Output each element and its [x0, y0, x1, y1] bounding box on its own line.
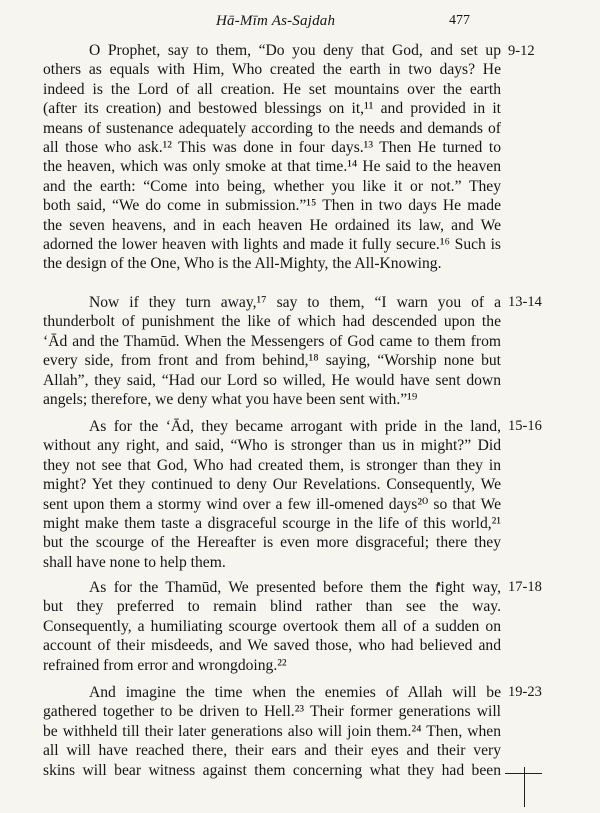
paragraph-verses-15-16 — [43, 417, 501, 572]
crop-mark-horizontal — [505, 773, 542, 774]
text-line: and the earth: “Come into being, whether you like it or not.” They — [43, 177, 501, 195]
verse-number: 9-12 — [508, 43, 535, 59]
text-line: without any right, and said, “Who is stronger than us in might?” Did — [43, 437, 501, 455]
text-line: Allah”, they said, “Had our Lord so willed, He would have sent down — [43, 371, 501, 389]
text-line: both said, “We do come in submission.”¹⁵ Then in two days He made — [43, 197, 501, 215]
paragraph-verses-9-12 — [43, 41, 501, 274]
verse-number: 13-14 — [508, 294, 542, 310]
text-line: gathered together to be driven to Hell.²³ Their former generations will — [43, 703, 501, 721]
text-line: but they preferred to remain blind rather than see the way. — [43, 598, 501, 616]
text-line: As for the ‘Ād, they became arrogant with pride in the land, — [89, 418, 501, 435]
verse-number: 19-23 — [508, 684, 542, 700]
text-line: Consequently, a humiliating scourge overtook them all of a sudden on — [43, 617, 501, 635]
text-line: Now if they turn away,¹⁷ say to them, “I warn you of a — [89, 294, 501, 311]
text-line: ‘Ād and the Thamūd. When the Messengers of God came to them from — [43, 332, 501, 350]
text-line: thunderbolt of punishment the like of which had descended upon the — [43, 313, 501, 331]
text-line: the heaven, which was only smoke at that time.¹⁴ He said to the heaven — [43, 158, 501, 176]
text-line: might make them taste a disgraceful scourge in the life of this world,²¹ — [43, 514, 501, 532]
text-line: adorned the lower heaven with lights and made it fully secure.¹⁶ Such is — [43, 235, 501, 253]
text-line: And imagine the time when the enemies of Allah will be — [89, 684, 501, 701]
text-line: sent upon them a stormy wind over a few ill-omened days²⁰ so that We — [43, 495, 501, 513]
text-line: means of sustenance adequately according to the needs and demands of — [43, 119, 501, 137]
text-line: As for the Thamūd, We presented before them the right way, — [89, 579, 501, 596]
text-line: be withheld till their later generations also will join them.²⁴ Then, when — [43, 722, 501, 740]
text-line: skins will bear witness against them concerning what they had been — [43, 761, 501, 779]
paragraph-verses-19-23 — [43, 683, 501, 780]
text-line: all will have reached there, their ears and their eyes and their very — [43, 742, 501, 760]
text-line: angels; therefore, we deny what you have been sent with.”¹⁹ — [43, 390, 418, 408]
paragraph-verses-17-18 — [43, 578, 501, 675]
text-line: they not see that God, Who had created them, is stronger than they in — [43, 456, 501, 474]
text-line: indeed is the Lord of all creation. He set mountains over the earth — [43, 80, 501, 98]
text-line: might? Yet they continued to deny Our Revelations. Consequently, We — [43, 476, 501, 494]
text-line: refrained from error and wrongdoing.²² — [43, 656, 287, 674]
text-line: O Prophet, say to them, “Do you deny that God, and set up — [89, 42, 501, 59]
text-line: the seven heavens, and in each heaven He ordained its law, and We — [43, 216, 501, 234]
text-line: but the scourge of the Hereafter is even more disgraceful; there they — [43, 534, 501, 552]
text-line: the design of the One, Who is the All-Mighty, the All-Knowing. — [43, 255, 442, 273]
text-line: shall have none to help them. — [43, 553, 226, 571]
text-line: (after its creation) and bestowed blessings on it,¹¹ and provided in it — [43, 100, 501, 118]
text-line: all those who ask.¹² This was done in four days.¹³ Then He turned to — [43, 138, 501, 156]
text-line: account of their misdeeds, and We saved those, who had believed and — [43, 637, 501, 655]
text-line: every side, from front and from behind,¹⁸ saying, “Worship none but — [43, 352, 501, 370]
running-head — [0, 13, 600, 33]
page-number: 477 — [449, 13, 470, 28]
text-line: others as equals with Him, Who created the earth in two days? He — [43, 61, 501, 79]
verse-number: 15-16 — [508, 418, 542, 434]
verse-number: 17-18 — [508, 579, 542, 595]
surah-title: Hā-Mīm As-Sajdah — [216, 13, 336, 29]
paragraph-verses-13-14 — [43, 293, 501, 409]
